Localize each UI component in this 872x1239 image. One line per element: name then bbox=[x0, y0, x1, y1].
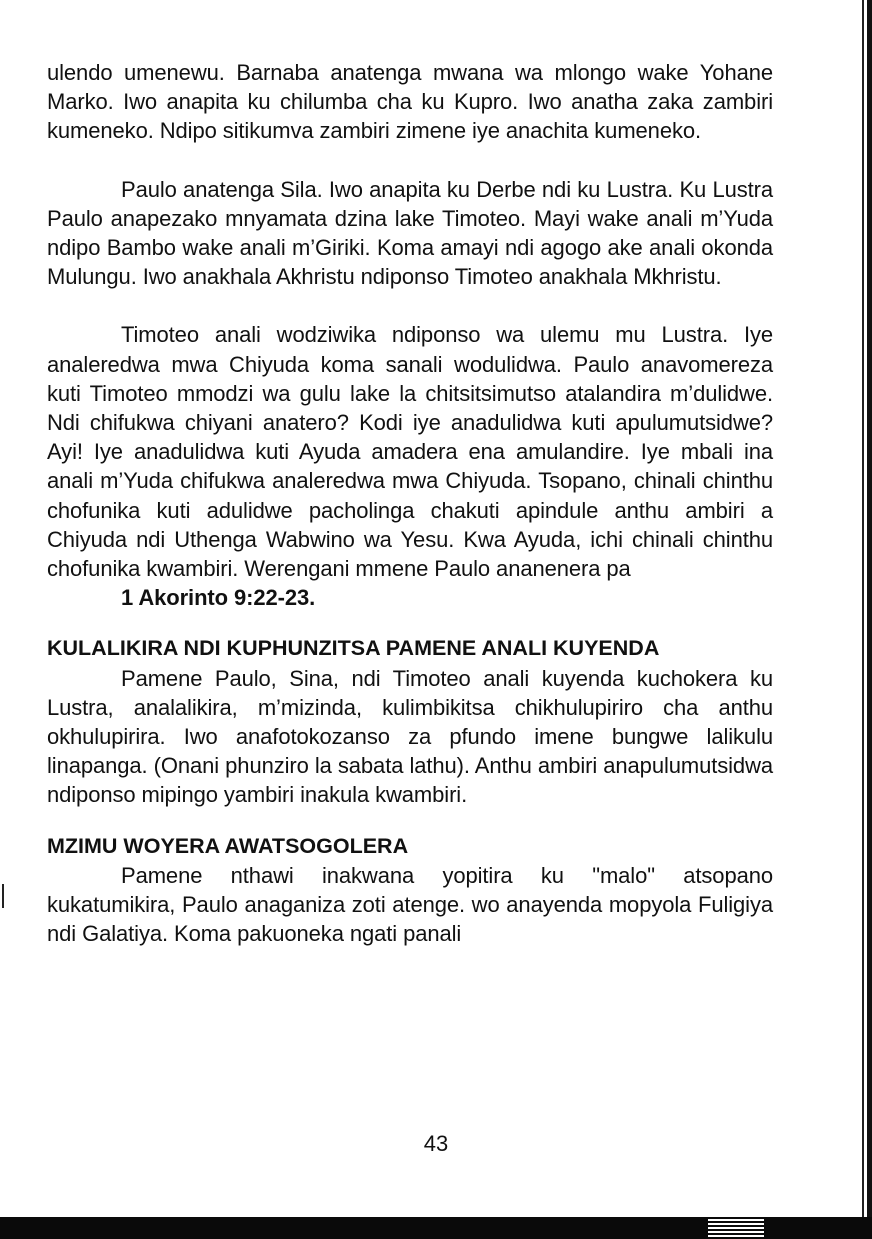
scripture-reference: 1 Akorinto 9:22-23. bbox=[121, 585, 316, 611]
scan-edge-right bbox=[858, 0, 872, 1239]
scan-mark-bottom bbox=[708, 1219, 764, 1239]
paragraph-3 bbox=[47, 320, 773, 612]
paragraph-2: Paulo anatenga Sila. Iwo anapita ku Derbe ndi ku Lustra. Ku Lustra Paulo anapezako mnyamata dzina lake Timoteo. Mayi wake anali m’Yuda ndipo Bambo wake anali m’Giriki. Koma amayi ndi agogo ake anali okonda Mulungu. Iwo anakhala Akhristu ndiponso Timoteo anakhala Mkhristu. bbox=[47, 176, 773, 290]
page-number: 43 bbox=[423, 1131, 449, 1156]
text-column bbox=[47, 58, 773, 948]
paragraph-3-text: Timoteo anali wodziwika ndiponso wa ulemu mu Lustra. Iye analeredwa mwa Chiyuda koma sanali wodulidwa. Paulo anavomereza kuti Timoteo mmodzi wa gulu lake la chitsitsimutso atalandira m’dulidwe. Ndi chifukwa chiyani anatero? Kodi iye anadulidwa kuti apulumutsidwe? Ayi! Iye anadulidwa kuti Ayuda amadera ena amulandire. Iye mbali ina anali m’Yuda chifukwa analeredwa mwa Chiyuda. Tsopano, chinali chinthu chofunika kuti adulidwe pacholinga chakuti apindule anthu ambiri a Chiyuda ndi Uthenga Wabwino wa Yesu. Kwa Ayuda, ichi chinali chinthu chofunika kwambiri. Werengani mmene Paulo ananenera pa bbox=[47, 322, 773, 582]
paragraph-5: Pamene nthawi inakwana yopitira ku "malo" atsopano kukatumikira, Paulo anaganiza zoti atenge. wo anayenda mopyola Fuligiya ndi Galatiya. Koma pakuoneka ngati panali bbox=[47, 862, 773, 947]
section-heading-preaching: KULALIKIRA NDI KUPHUNZITSA PAMENE ANALI KUYENDA bbox=[47, 636, 660, 661]
section-heading-holy-spirit: MZIMU WOYERA AWATSOGOLERA bbox=[47, 833, 409, 858]
scan-mark-left bbox=[2, 884, 4, 908]
paragraph-4: Pamene Paulo, Sina, ndi Timoteo anali kuyenda kuchokera ku Lustra, analalikira, m’mizinda, kulimbikitsa chikhulupiriro cha anthu okhulupirira. Iwo anafotokozanso za pfundo imene bungwe lalikulu linapanga. (Onani phunziro la sabata lathu). Anthu ambiri anapulumutsidwa ndiponso mipingo yambiri inakula kwambiri. bbox=[47, 665, 773, 808]
paragraph-1: ulendo umenewu. Barnaba anatenga mwana wa mlongo wake Yohane Marko. Iwo anapita ku chilumba cha ku Kupro. Iwo anatha zaka zambiri kumeneko. Ndipo sitikumva zambiri zimene iye anachita kumeneko. bbox=[47, 60, 773, 144]
